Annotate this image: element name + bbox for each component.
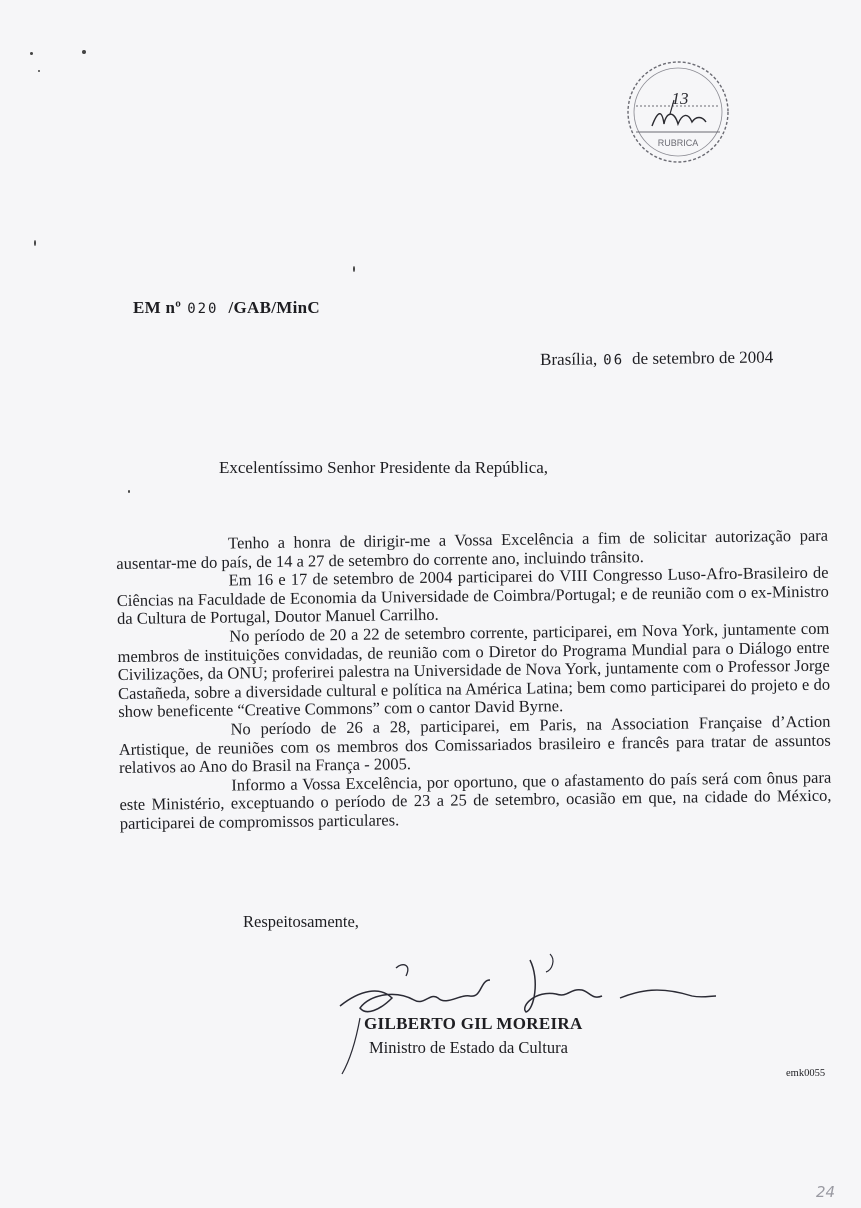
paragraph: No período de 26 a 28, participarei, em Paris, na Association Française d’Action Artistique, de reuniões com os membros dos Comissariados brasileiro e francês para tratar de assuntos relativos ao Ano do Brasil na França - 2005. bbox=[118, 711, 831, 778]
paragraph: Informo a Vossa Excelência, por oportuno, que o afastamento do país será com ônus para este Ministério, exceptuando o período de 23 a 25 de setembro, ocasião em que, na cidade do México, participarei de compromissos particulares. bbox=[119, 767, 832, 833]
page-number-text: 24 bbox=[816, 1183, 836, 1201]
paragraph: Em 16 e 17 de setembro de 2004 participarei do VIII Congresso Luso-Afro-Brasileiro de Ciências na Faculdade de Economia da Universidade de Coimbra/Portugal; e de reunião com o ex-Ministro da Cultura de Portugal, Doutor Manuel Carrilho. bbox=[116, 562, 829, 629]
paragraph: Tenho a honra de dirigir-me a Vossa Excelência a fim de solicitar autorização para ausentar-me do país, de 14 a 27 de setembro do corrente ano, incluindo trânsito. bbox=[116, 525, 829, 573]
scan-speck bbox=[82, 50, 86, 54]
closing: Respeitosamente, bbox=[243, 912, 359, 931]
reference-number bbox=[133, 298, 320, 318]
date-day: 06 bbox=[603, 352, 625, 369]
scan-speck bbox=[38, 70, 40, 72]
ref-suffix: /GAB/MinC bbox=[228, 298, 320, 317]
scan-speck bbox=[34, 240, 36, 246]
salutation: Excelentíssimo Senhor Presidente da República, bbox=[219, 458, 549, 477]
stamp-folio: 13 bbox=[671, 89, 689, 108]
page-number bbox=[812, 1180, 852, 1202]
stamp-label: RUBRICA bbox=[657, 138, 699, 148]
date-city: Brasília, bbox=[540, 349, 598, 369]
scan-speck bbox=[128, 490, 130, 493]
signatory-name: GILBERTO GIL MOREIRA bbox=[364, 1014, 583, 1033]
ref-prefix: EM nº bbox=[133, 298, 182, 317]
date-rest: de setembro de 2004 bbox=[631, 347, 774, 369]
document-code: emk0055 bbox=[786, 1068, 826, 1079]
signatory-title: Ministro de Estado da Cultura bbox=[369, 1038, 568, 1057]
scan-speck bbox=[353, 266, 355, 272]
ref-number: 020 bbox=[187, 301, 219, 317]
paragraph: No período de 20 a 22 de setembro corrente, participarei, em Nova York, juntamente com membros de instituições convidadas, de reunião com o Diretor do Programa Mundial para o Diálogo entre Civilizações, da ONU; proferirei palestra na Universidade de Nova York, juntamente com o Professor Jorge Castañeda, sobre a diversidade cultural e política na América Latina; bem como participarei do projeto e do show beneficente “Creative Commons” com o cantor David Byrne. bbox=[117, 618, 831, 722]
protocol-stamp bbox=[622, 60, 734, 172]
scan-speck bbox=[30, 52, 33, 55]
date-line bbox=[540, 348, 773, 370]
letter-body bbox=[116, 527, 832, 834]
